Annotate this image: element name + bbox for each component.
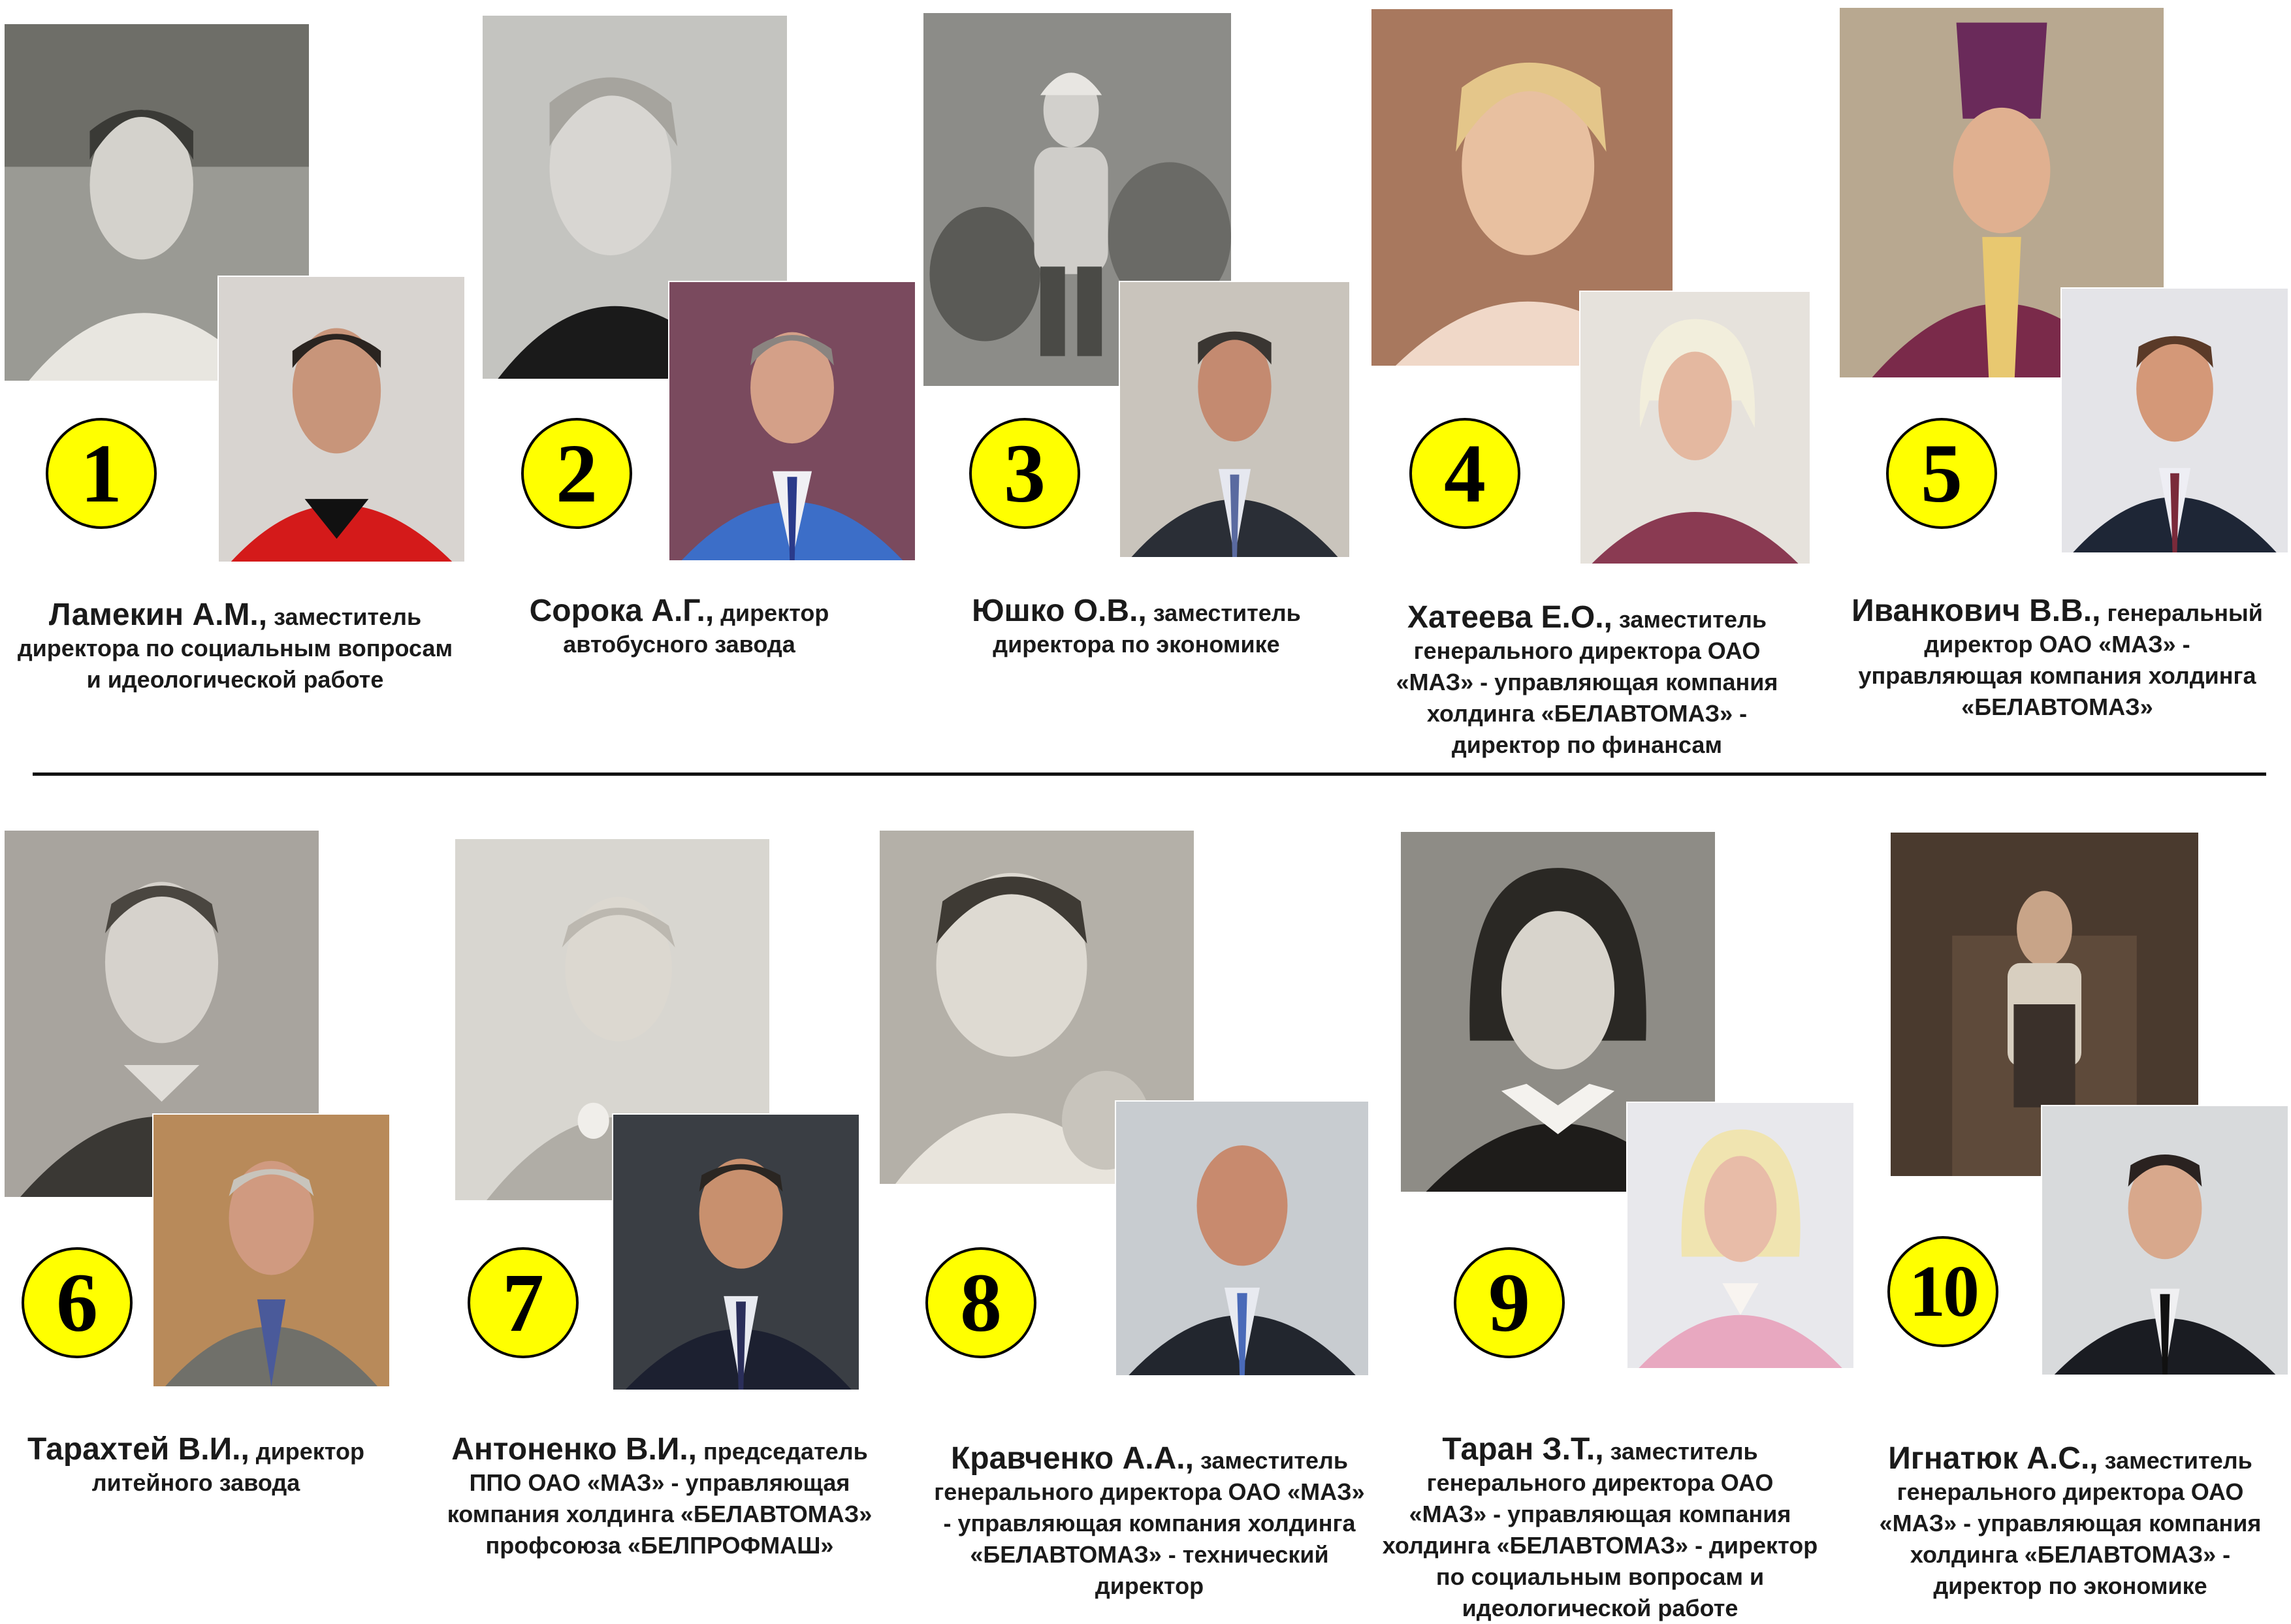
caption-line-1 [0,599,470,633]
number-label: 9 [1488,1256,1530,1349]
role-line: генерального директора ОАО «МАЗ» [934,1478,1365,1505]
role-line: генерального директора ОАО [1413,637,1761,664]
number-badge-9 [1454,1247,1565,1358]
caption-line-1 [1371,602,1802,635]
number-label: 1 [80,427,122,520]
role-line: директора по социальным вопросам [17,635,453,661]
caption-line-1 [1835,596,2279,629]
role-text: заместитель [274,603,422,630]
person-name: Тарахтей В.И., [27,1432,249,1467]
number-badge-2 [521,418,632,529]
adult-portrait-dark-suit-icon [613,1115,859,1390]
adult-photo-7 [612,1113,860,1391]
role-line: «МАЗ» - управляющая компания [1396,669,1778,695]
caption-line-1 [914,1443,1385,1476]
caption-line-1 [940,596,1332,629]
caption-9 [1371,1434,1829,1624]
role-line: по социальным вопросам и [1435,1563,1765,1590]
number-badge-10 [1887,1236,1998,1347]
number-label: 3 [1004,427,1046,520]
number-badge-6 [22,1247,133,1358]
role-line: управляющая компания холдинга [1858,662,2256,689]
caption-5 [1835,596,2279,723]
number-label: 4 [1444,427,1486,520]
adult-portrait-dark-suit-icon [1116,1102,1368,1375]
role-line: генерального директора ОАО [1897,1478,2244,1505]
role-line: директор по финансам [1451,731,1723,758]
role-line: холдинга «БЕЛАВТОМАЗ» - [1426,700,1748,727]
caption-6 [0,1434,392,1499]
adult-photo-3 [1119,281,1351,558]
adult-photo-9 [1626,1102,1855,1369]
number-badge-1 [46,418,157,529]
adult-portrait-blue-suit-icon [669,282,915,560]
role-line: «МАЗ» - управляющая компания [1879,1510,2262,1536]
role-line: холдинга «БЕЛАВТОМАЗ» - [1910,1541,2231,1568]
person-name: Юшко О.В., [972,594,1147,628]
number-badge-5 [1886,418,1997,529]
caption-10 [1855,1443,2286,1602]
number-label: 2 [556,427,598,520]
person-name: Иванкович В.В., [1851,594,2101,628]
number-badge-8 [925,1247,1036,1358]
person-name: Сорока А.Г., [529,594,714,628]
caption-line-1 [1371,1434,1829,1467]
caption-line-1 [0,1434,392,1467]
person-name: Игнатюк А.С., [1888,1441,2098,1476]
role-text: заместитель [2104,1447,2252,1474]
role-line: - управляющая компания холдинга [943,1510,1356,1536]
number-badge-4 [1409,418,1520,529]
adult-photo-1 [217,276,466,563]
role-line: «МАЗ» - управляющая компания [1409,1501,1791,1527]
role-text: директор [255,1438,364,1465]
person-name: Хатеева Е.О., [1407,600,1612,635]
role-line: «БЕЛАВТОМАЗ» [1961,693,2153,720]
role-text: директор [720,599,829,626]
role-text: заместитель [1200,1447,1348,1474]
caption-7 [431,1434,888,1561]
person-name: Антоненко В.И., [451,1432,697,1467]
person-name: Ламекин А.М., [48,597,268,632]
caption-1 [0,599,470,695]
role-line: холдинга «БЕЛАВТОМАЗ» - директор [1382,1532,1818,1559]
adult-photo-10 [2041,1105,2289,1376]
role-line: генерального директора ОАО [1426,1469,1774,1496]
caption-2 [483,596,875,660]
adult-portrait-woman-icon [1580,292,1810,564]
person-name: Кравченко А.А., [950,1441,1194,1476]
number-badge-7 [468,1247,579,1358]
adult-photo-4 [1579,291,1811,565]
role-text: заместитель [1618,606,1767,633]
role-line: профсоюза «БЕЛПРОФМАШ» [485,1532,834,1559]
adult-photo-5 [2060,287,2289,554]
adult-portrait-dark-suit-icon [1120,282,1349,557]
role-line: директор [1095,1572,1204,1599]
adult-photo-2 [668,281,916,562]
role-line: идеологической работе [1462,1595,1738,1621]
role-line: ППО ОАО «МАЗ» - управляющая [469,1469,850,1496]
caption-line-1 [1855,1443,2286,1476]
adult-portrait-red-jacket-icon [219,277,464,562]
caption-8 [914,1443,1385,1602]
person-name: Таран З.Т., [1442,1432,1604,1467]
role-line: директора по экономике [993,631,1280,658]
adult-portrait-dark-suit-icon [2062,289,2288,552]
number-label: 8 [960,1256,1002,1349]
role-line: автобусного завода [563,631,795,658]
role-line: компания холдинга «БЕЛАВТОМАЗ» [447,1501,873,1527]
caption-3 [940,596,1332,660]
adult-portrait-woman-icon [1627,1103,1853,1368]
adult-photo-6 [152,1113,391,1388]
caption-line-1 [483,596,875,629]
row-divider [33,772,2266,776]
role-text: заместитель [1610,1438,1758,1465]
role-text: заместитель [1153,599,1301,626]
number-badge-3 [969,418,1080,529]
role-line: литейного завода [91,1469,300,1496]
role-line: «БЕЛАВТОМАЗ» - технический [970,1541,1329,1568]
role-line: и идеологической работе [86,666,384,693]
role-text: председатель [703,1438,868,1465]
number-label: 7 [502,1256,544,1349]
number-label: 5 [1921,427,1963,520]
caption-4 [1371,602,1802,761]
adult-portrait-dark-suit-icon [2042,1106,2288,1375]
caption-line-1 [431,1434,888,1467]
number-label: 10 [1909,1251,1977,1332]
role-line: директор по экономике [1933,1572,2207,1599]
role-text: генеральный [2107,599,2263,626]
adult-portrait-grey-jacket-icon [153,1115,389,1386]
number-label: 6 [56,1256,98,1349]
adult-photo-8 [1115,1100,1370,1377]
role-line: директор ОАО «МАЗ» - [1924,631,2190,658]
